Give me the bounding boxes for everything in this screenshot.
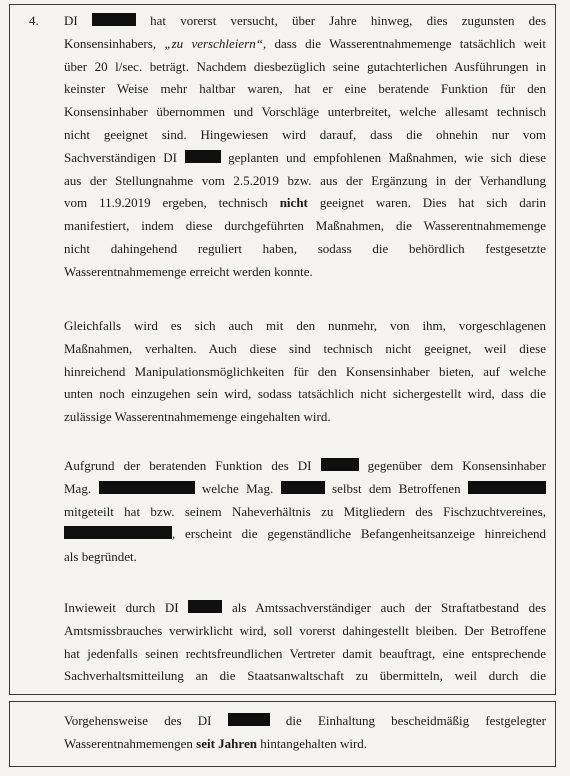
redaction-bar: [64, 526, 172, 539]
text-line: mitgeteilt hat bzw. seinem Naheverhältnis zu Mitgliedern des Fischzuchtvereines,: [64, 503, 546, 519]
text-line: Wasserentnahmemenge erreicht werden konnte.: [64, 263, 313, 279]
paragraph-4: [64, 597, 546, 688]
redaction-bar: [92, 13, 136, 26]
text-line: hinreichend Manipulationsmöglichkeiten für den Konsensinhaber bieten, auf welche: [64, 363, 546, 379]
text-line: Maßnahmen, verhalten. Auch diese sind technisch nicht geeignet, weil diese: [64, 340, 546, 356]
text-line: Konsensinhaber übernommen und Vorschläge unterbreitet, welche allesamt technisch: [64, 104, 546, 120]
redaction-bar: [468, 481, 546, 494]
paragraph-3: [64, 455, 546, 569]
redaction-bar: [321, 458, 359, 471]
paragraph-1: [64, 10, 546, 284]
text-line: Vorgehensweise des DI die Einhaltung bescheidmäßig festgelegter: [64, 713, 546, 728]
text-line: unten noch einzugehen sein wird, sodass tatsächlich nicht sichergestellt wird, dass die: [64, 386, 546, 402]
text-line: Aufgrund der beratenden Funktion des DI gegenüber dem Konsensinhaber: [64, 458, 546, 473]
text-line: Amtsmissbrauches verwirklicht wird, soll vorerst dahingestellt bleiben. Der Betroffene: [64, 622, 546, 638]
redaction-bar: [99, 481, 195, 494]
text-line: manifestiert, indem diese durchgeführten Maßnahmen, die Wasserentnahmemenge: [64, 218, 546, 234]
paragraph-2: [64, 315, 546, 429]
redaction-bar: [185, 150, 221, 163]
text-line: als begründet.: [64, 549, 137, 565]
item-number: 4.: [29, 13, 39, 28]
text-line: Gleichfalls wird es sich auch mit den nunmehr, von ihm, vorgeschlagenen: [64, 318, 546, 333]
paragraph-5: [64, 710, 546, 756]
text-line: Wasserentnahmemengen seit Jahren hintangehalten wird.: [64, 735, 368, 751]
text-line: nicht geeignet sind. Hingewiesen wird darauf, dass die ohnehin nur vom: [64, 126, 546, 142]
text-line: keinster Weise mehr haltbar waren, hat er eine beratende Funktion für den: [64, 81, 546, 97]
text-line: Konsensinhabers, „zu verschleiern“, dass die Wasserentnahmemenge tatsächlich weit: [64, 35, 546, 51]
text-line: hat jedenfalls seinen rechtsfreundlichen Vertreter damit beauftragt, eine entsprechende: [64, 645, 546, 661]
redaction-bar: [228, 713, 270, 726]
redaction-bar: [188, 600, 222, 613]
text-line: über 20 l/sec. beträgt. Nachdem diesbezüglich seine gutachterlichen Ausführungen in: [64, 58, 546, 74]
text-line: nicht dahingehend reguliert haben, sodass die behördlich festgesetzte: [64, 240, 546, 256]
text-line: vom 11.9.2019 ergeben, technisch nicht geeignet waren. Dies hat sich darin: [64, 195, 546, 211]
text-line: Inwieweit durch DI als Amtssachverständiger auch der Straftatbestand des: [64, 600, 546, 615]
redaction-bar: [281, 481, 325, 494]
text-line: Sachverhaltsmitteilung an die Staatsanwaltschaft zu übermitteln, weil durch die: [64, 668, 546, 684]
text-line: zulässige Wasserentnahmemenge eingehalten wird.: [64, 409, 331, 425]
text-line: , erscheint die gegenständliche Befangenheitsanzeige hinreichend: [64, 523, 546, 546]
text-line: Mag. welche Mag. selbst dem Betroffenen: [64, 478, 546, 501]
text-line: DI hat vorerst versucht, über Jahre hinweg, dies zugunsten des: [64, 13, 546, 28]
text-line: aus der Stellungnahme vom 2.5.2019 bzw. aus der Ergänzung in der Verhandlung: [64, 172, 546, 188]
text-line: Sachverständigen DI geplanten und empfohlenen Maßnahmen, wie sich diese: [64, 149, 546, 165]
